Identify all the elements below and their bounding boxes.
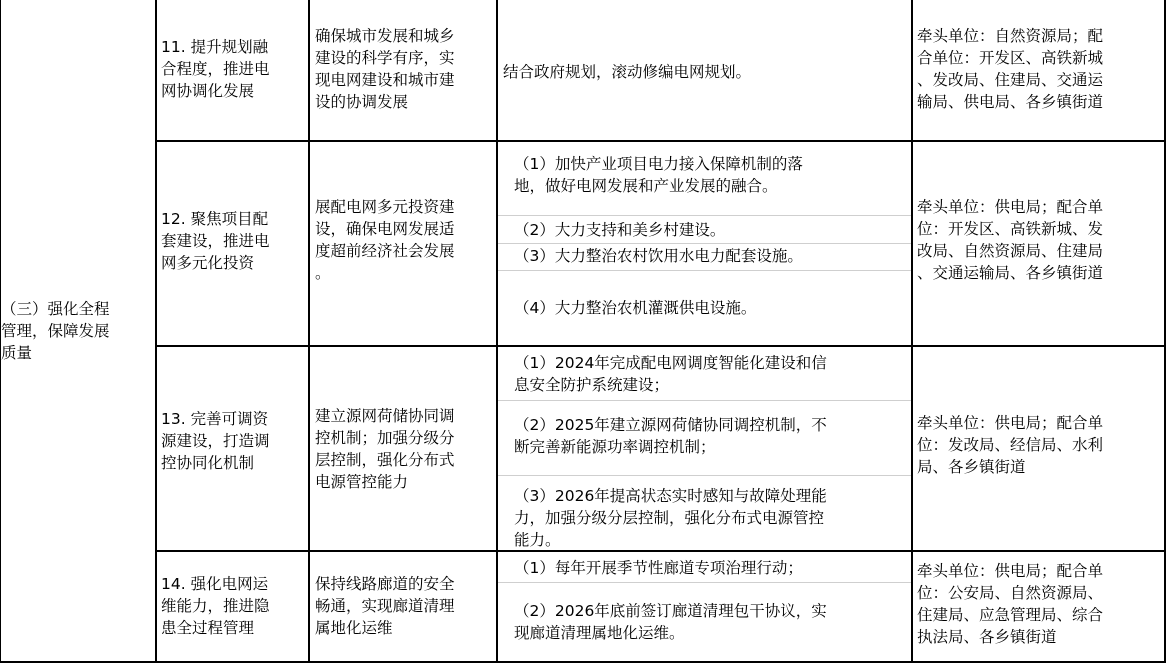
goal-line: 设，确保电网发展适 bbox=[315, 220, 455, 238]
measure-separator bbox=[498, 582, 911, 583]
goal-line: 属地化运维 bbox=[315, 619, 393, 637]
goal-cell bbox=[312, 25, 496, 135]
unit-cell bbox=[915, 412, 1166, 482]
task-line: 网多元化投资 bbox=[161, 254, 255, 272]
measure-cell bbox=[500, 219, 910, 243]
grid-line-vertical bbox=[911, 0, 913, 663]
goal-line: 确保城市发展和城乡 bbox=[315, 27, 455, 45]
unit-line: 位：开发区、高铁新城、发 bbox=[917, 220, 1104, 238]
unit-line: 合单位：开发区、高铁新城 bbox=[917, 49, 1104, 67]
measure-line: 息安全防护系统建设； bbox=[514, 376, 670, 394]
task-line: 源建设，打造调 bbox=[161, 432, 270, 450]
measure-line: （4）大力整治农机灌溉供电设施。 bbox=[514, 299, 757, 317]
measure-line: （1）2024年完成配电网调度智能化建设和信 bbox=[514, 354, 827, 372]
measure-line: （2）2025年建立源网荷储协同调控机制，不 bbox=[514, 416, 827, 434]
grid-line-horizontal bbox=[155, 550, 1166, 552]
measure-separator bbox=[498, 243, 911, 244]
unit-line: 局、各乡镇街道 bbox=[917, 458, 1026, 476]
task-line: 患全过程管理 bbox=[161, 619, 255, 637]
task-line: 套建设，推进电 bbox=[161, 232, 270, 250]
task-cell bbox=[158, 408, 308, 478]
unit-line: 改局、自然资源局、住建局 bbox=[917, 242, 1104, 260]
goal-line: 电源管控能力 bbox=[315, 473, 409, 491]
goal-line: 层控制，强化分布式 bbox=[315, 451, 455, 469]
unit-line: 位：发改局、经信局、水利 bbox=[917, 436, 1104, 454]
measure-line: 断完善新能源功率调控机制； bbox=[514, 438, 716, 456]
measure-cell bbox=[500, 153, 910, 199]
measure-line: 结合政府规划，滚动修编电网规划。 bbox=[503, 63, 752, 81]
goal-line: 现电网建设和城市建 bbox=[315, 71, 455, 89]
goal-line: 控机制；加强分级分 bbox=[315, 429, 455, 447]
measure-line: （1）每年开展季节性廊道专项治理行动； bbox=[514, 559, 803, 577]
measure-separator bbox=[498, 270, 911, 271]
grid-line-horizontal bbox=[155, 140, 1166, 142]
unit-line: 牵头单位：自然资源局；配 bbox=[917, 27, 1104, 45]
unit-line: 执法局、各乡镇街道 bbox=[917, 628, 1057, 646]
unit-line: 住建局、应急管理局、综合 bbox=[917, 606, 1104, 624]
measure-cell bbox=[500, 61, 910, 87]
task-line: 网协调化发展 bbox=[161, 82, 255, 100]
goal-line: 建设的科学有序，实 bbox=[315, 49, 455, 67]
task-line: 合程度，推进电 bbox=[161, 60, 270, 78]
task-line: 14. 强化电网运 bbox=[161, 575, 269, 593]
measure-line: 能力。 bbox=[514, 531, 561, 549]
task-line: 13. 完善可调资 bbox=[161, 410, 269, 428]
unit-line: 、交通运输局、各乡镇街道 bbox=[917, 264, 1104, 282]
goal-cell bbox=[312, 573, 496, 643]
measure-line: （3）2026年提高状态实时感知与故障处理能 bbox=[514, 487, 827, 505]
measure-line: （1）加快产业项目电力接入保障机制的落 bbox=[514, 155, 803, 173]
measure-line: 力，加强分级分层控制，强化分布式电源管控 bbox=[514, 509, 825, 527]
measure-line: （2）2026年底前签订廊道清理包干协议，实 bbox=[514, 602, 827, 620]
grid-line-vertical bbox=[0, 0, 1, 663]
measure-cell bbox=[500, 297, 910, 321]
grid-line-horizontal bbox=[0, 661, 1166, 663]
task-cell bbox=[158, 573, 308, 643]
measure-separator bbox=[498, 215, 911, 216]
unit-cell bbox=[915, 560, 1166, 660]
goal-cell bbox=[312, 405, 496, 505]
unit-line: 、发改局、住建局、交通运 bbox=[917, 71, 1104, 89]
unit-cell bbox=[915, 25, 1166, 135]
goal-line: 建立源网荷储协同调 bbox=[315, 407, 455, 425]
unit-line: 牵头单位：供电局；配合单 bbox=[917, 562, 1104, 580]
grid-line-vertical bbox=[496, 0, 498, 663]
task-line: 控协同化机制 bbox=[161, 454, 255, 472]
unit-line: 牵头单位：供电局；配合单 bbox=[917, 198, 1104, 216]
goal-line: 设的协调发展 bbox=[315, 93, 409, 111]
measure-separator bbox=[498, 400, 911, 401]
measure-line: （2）大力支持和美乡村建设。 bbox=[514, 221, 726, 239]
task-line: 维能力，推进隐 bbox=[161, 597, 270, 615]
measure-line: 地，做好电网发展和产业发展的融合。 bbox=[514, 177, 778, 195]
goal-line: 展配电网多元投资建 bbox=[315, 198, 455, 216]
task-line: 12. 聚焦项目配 bbox=[161, 210, 269, 228]
measure-cell bbox=[500, 485, 910, 553]
goal-cell bbox=[312, 196, 496, 296]
grid-line-vertical bbox=[155, 0, 157, 663]
measure-cell bbox=[500, 600, 910, 646]
section-title-cell bbox=[0, 0, 156, 662]
measure-cell bbox=[500, 245, 910, 269]
goal-line: 保持线路廊道的安全 bbox=[315, 575, 455, 593]
measure-cell bbox=[500, 557, 910, 581]
measure-separator bbox=[498, 475, 911, 476]
section-title-line: （三）强化全程 bbox=[1, 300, 110, 318]
section-title-line: 质量 bbox=[1, 344, 33, 362]
unit-line: 牵头单位：供电局；配合单 bbox=[917, 414, 1104, 432]
goal-line: 畅通，实现廊道清理 bbox=[315, 597, 455, 615]
measure-cell bbox=[500, 414, 910, 460]
unit-line: 位：公安局、自然资源局、 bbox=[917, 584, 1104, 602]
goal-line: 。 bbox=[315, 264, 331, 282]
task-cell bbox=[158, 36, 308, 136]
unit-cell bbox=[915, 196, 1166, 296]
grid-line-vertical bbox=[308, 0, 310, 663]
measure-line: （3）大力整治农村饮用水电力配套设施。 bbox=[514, 247, 803, 265]
unit-line: 输局、供电局、各乡镇街道 bbox=[917, 93, 1104, 111]
measure-cell bbox=[500, 352, 910, 398]
task-cell bbox=[158, 208, 308, 278]
grid-line-horizontal bbox=[155, 345, 1166, 347]
measure-line: 现廊道清理属地化运维。 bbox=[514, 624, 685, 642]
task-line: 11. 提升规划融 bbox=[161, 38, 269, 56]
section-title-line: 管理，保障发展 bbox=[1, 322, 110, 340]
goal-line: 度超前经济社会发展 bbox=[315, 242, 455, 260]
